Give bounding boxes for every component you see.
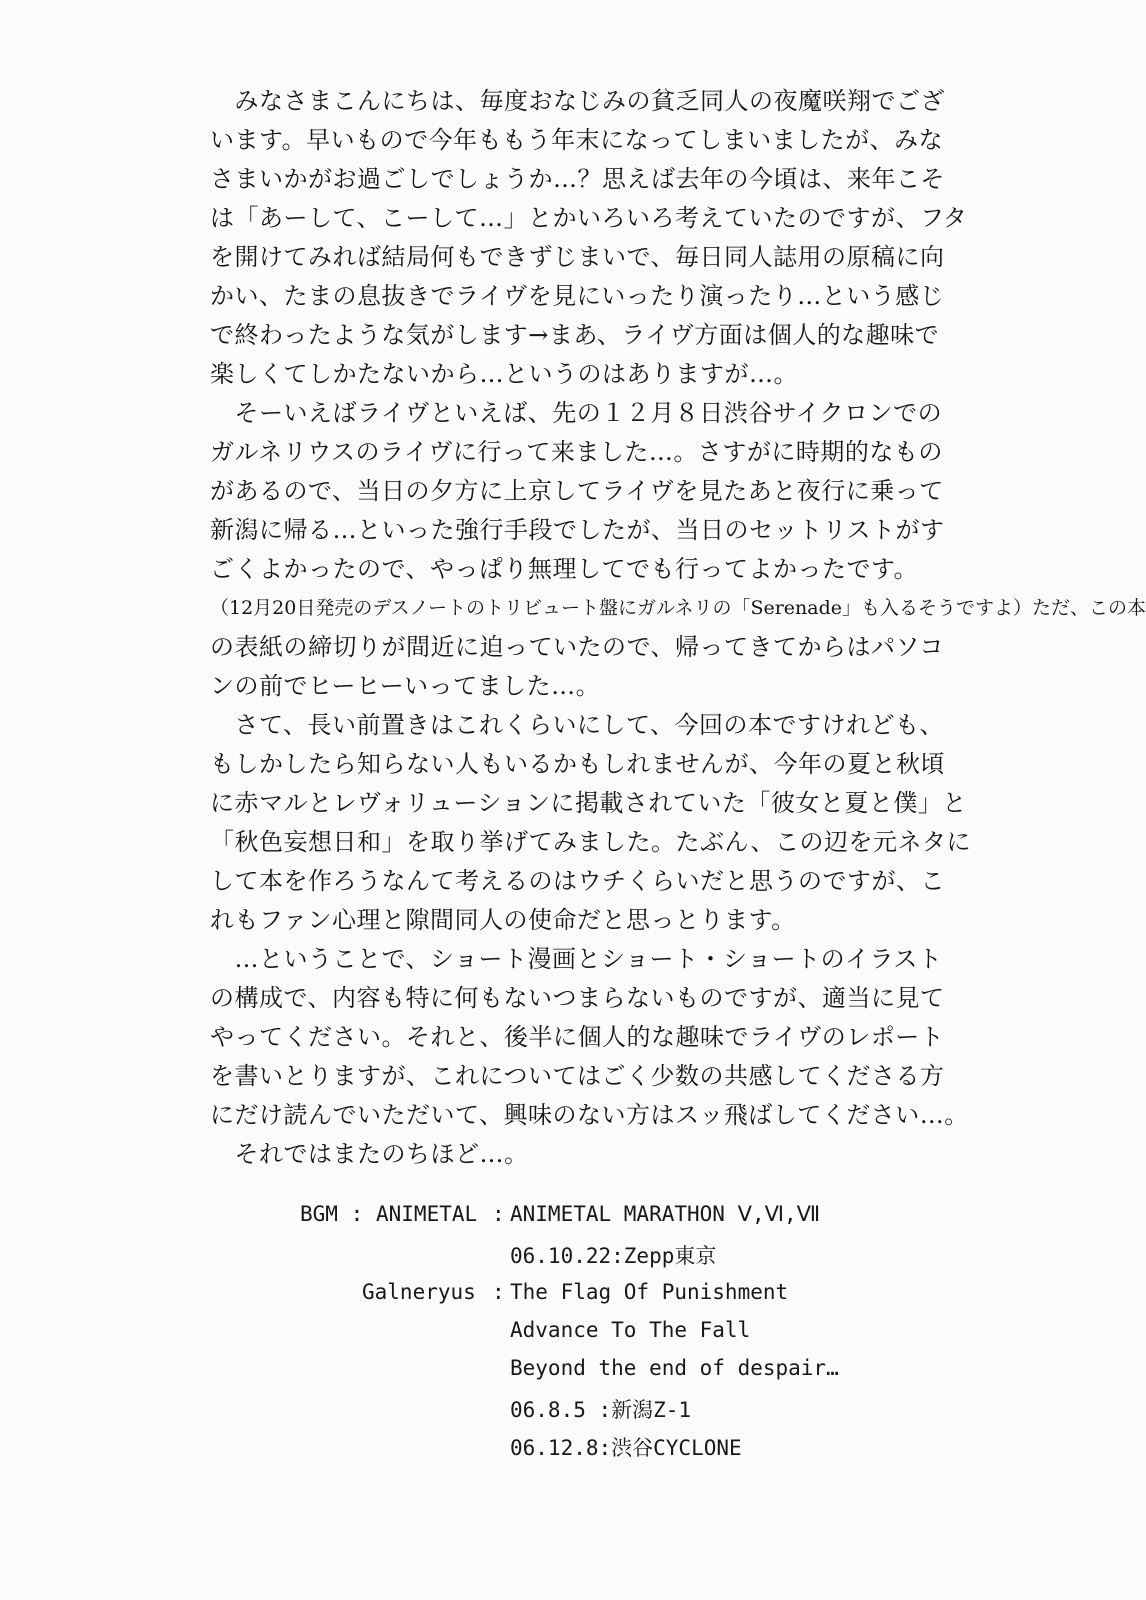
bgm-artist: Galneryus bbox=[362, 1280, 476, 1304]
text-line: 「秋色妄想日和」を取り挙げてみました。たぶん、この辺を元ネタに bbox=[210, 828, 971, 856]
bgm-track: Beyond the end of despair… bbox=[510, 1356, 839, 1380]
text-line: 新潟に帰る…といった強行手段でしたが、当日のセットリストがす bbox=[210, 516, 945, 544]
text-line: ガルネリウスのライヴに行って来ました…。さすがに時期的なもの bbox=[210, 438, 943, 466]
text-line: に赤マルとレヴォリューションに掲載されていた「彼女と夏と僕」と bbox=[210, 789, 967, 817]
text-line: は「あーして、こーして…」とかいろいろ考えていたのですが、フタ bbox=[210, 204, 968, 232]
bgm-prefix: BGM : bbox=[300, 1202, 364, 1226]
bgm-track: Advance To The Fall bbox=[510, 1318, 751, 1342]
bgm-track: ANIMETAL MARATHON Ⅴ,Ⅵ,Ⅶ bbox=[510, 1202, 821, 1226]
text-line: そーいえばライヴといえば、先の１２月８日渋谷サイクロンでの bbox=[210, 399, 943, 427]
bgm-separator: : bbox=[492, 1202, 505, 1226]
text-line: （12月20日発売のデスノートのトリビュート盤にガルネリの「Serenade」も入るそうですよ）ただ、この本 bbox=[210, 597, 1146, 619]
text-line: 楽しくてしかたないから…というのはありますが…。 bbox=[210, 360, 798, 388]
text-line: を開けてみれば結局何もできずじまいで、毎日同人誌用の原稿に向 bbox=[210, 243, 945, 271]
text-line: …ということで、ショート漫画とショート・ショートのイラスト bbox=[210, 945, 943, 973]
bgm-live-date: 06.10.22:Zepp東京 bbox=[510, 1244, 717, 1268]
text-line: います。早いもので今年ももう年末になってしまいましたが、みな bbox=[210, 126, 944, 154]
bgm-separator: : bbox=[492, 1280, 505, 1304]
text-line: の構成で、内容も特に何もないつまらないものですが、適当に見て bbox=[210, 984, 945, 1012]
text-line: もしかしたら知らない人もいるかもしれませんが、今年の夏と秋頃 bbox=[210, 750, 945, 778]
text-line: さて、長い前置きはこれくらいにして、今回の本ですけれども、 bbox=[210, 711, 945, 739]
text-line: にだけ読んでいただいて、興味のない方はスッ飛ばしてください…。 bbox=[210, 1101, 969, 1129]
bgm-artist: ANIMETAL bbox=[376, 1202, 478, 1226]
text-line: ごくよかったので、やっぱり無理してでも行ってよかったです。 bbox=[210, 555, 919, 583]
text-line: やってください。それと、後半に個人的な趣味でライヴのレポート bbox=[210, 1023, 945, 1051]
text-line: さまいかがお過ごしでしょうか…？思えば去年の今頃は、来年こそ bbox=[210, 165, 945, 193]
text-line: の表紙の締切りが間近に迫っていたので、帰ってきてからはパソコ bbox=[210, 633, 945, 661]
bgm-live-date: 06.8.5 :新潟Z-1 bbox=[510, 1398, 692, 1422]
text-line: ンの前でヒーヒーいってました…。 bbox=[210, 672, 601, 700]
text-line: かい、たまの息抜きでライヴを見にいったり演ったり…という感じ bbox=[210, 282, 945, 310]
bgm-live-date: 06.12.8:渋谷CYCLONE bbox=[510, 1436, 742, 1460]
text-line: それではまたのちほど…。 bbox=[210, 1140, 529, 1168]
afterword-text bbox=[210, 82, 1146, 1174]
text-line: を書いとりますが、これについてはごく少数の共感してくださる方 bbox=[210, 1062, 945, 1090]
text-line: で終わったような気がします→まあ、ライヴ方面は個人的な趣味で bbox=[210, 321, 940, 349]
bgm-list bbox=[0, 1196, 1119, 1476]
text-line: があるので、当日の夕方に上京してライヴを見たあと夜行に乗って bbox=[210, 477, 944, 505]
text-line: みなさまこんにちは、毎度おなじみの貧乏同人の夜魔咲翔でござ bbox=[210, 87, 945, 115]
text-line: して本を作ろうなんて考えるのはウチくらいだと思うのですが、こ bbox=[210, 867, 945, 895]
bgm-track: The Flag Of Punishment bbox=[510, 1280, 789, 1304]
text-line: れもファン心理と隙間同人の使命だと思っとります。 bbox=[210, 906, 796, 934]
